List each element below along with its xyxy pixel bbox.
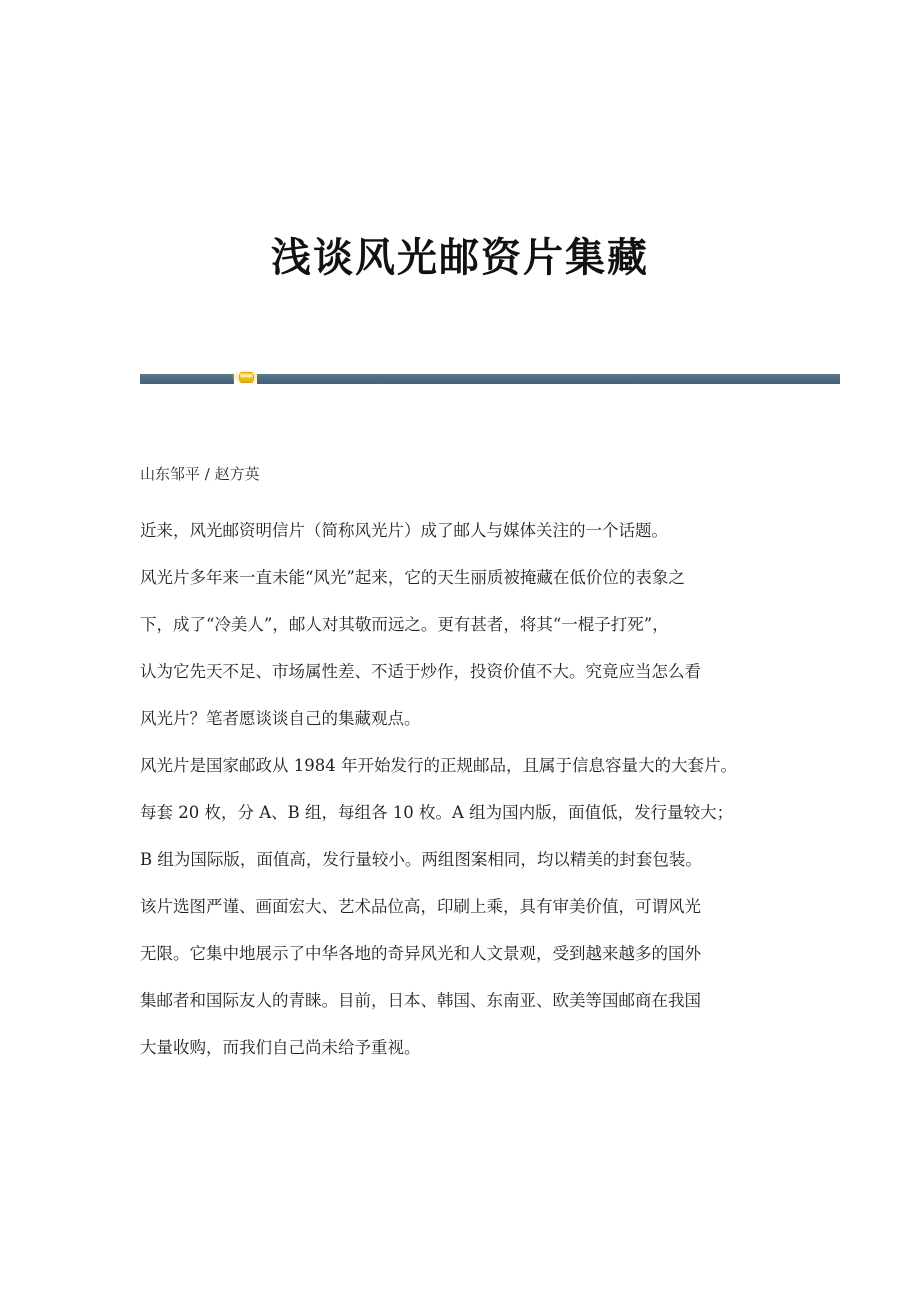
- article-body: [140, 462, 800, 1071]
- paragraph-1: [140, 507, 800, 554]
- text-line: B 组为国际版，面值高，发行量较小。两组图案相同，均以精美的封套包装。: [140, 850, 702, 869]
- text-line: 风光片？笔者愿谈谈自己的集藏观点。: [140, 709, 421, 728]
- divider-bar-right-segment: [257, 374, 840, 384]
- divider-bar-left-segment: [140, 374, 234, 384]
- paragraph-2: [140, 554, 800, 742]
- text-line: 认为它先天不足、市场属性差、不适于炒作，投资价值不大。究竟应当怎么看: [140, 662, 701, 681]
- text-line: 下，成了“冷美人”，邮人对其敬而远之。更有甚者，将其“一棍子打死”，: [140, 615, 669, 634]
- text-line: 风光片是国家邮政从 1984 年开始发行的正规邮品，且属于信息容量大的大套片。: [140, 756, 737, 775]
- page-title: 浅谈风光邮资片集藏: [271, 233, 649, 281]
- text-line: 大量收购，而我们自己尚未给予重视。: [140, 1038, 421, 1057]
- text-line: 集邮者和国际友人的青睐。目前，日本、韩国、东南亚、欧美等国邮商在我国: [140, 991, 701, 1010]
- text-line: 每套 20 枚，分 A、B 组，每组各 10 枚。A 组为国内版，面值低，发行量较大；: [140, 803, 734, 822]
- text-line: 近来，风光邮资明信片（简称风光片）成了邮人与媒体关注的一个话题。: [140, 521, 668, 540]
- text-line: 该片选图严谨、画面宏大、艺术品位高，印刷上乘，具有审美价值，可谓风光: [140, 897, 701, 916]
- gold-gem-ornament-icon: [239, 372, 254, 383]
- text-line: 无限。它集中地展示了中华各地的奇异风光和人文景观，受到越来越多的国外: [140, 944, 701, 963]
- paragraph-3: [140, 742, 800, 1071]
- text-line: 风光片多年来一直未能“风光”起来，它的天生丽质被掩藏在低价位的表象之: [140, 568, 685, 587]
- decorative-divider: [140, 370, 840, 384]
- gem-highlight-icon: [242, 375, 251, 377]
- author-byline: 山东邹平 / 赵方英: [140, 465, 260, 483]
